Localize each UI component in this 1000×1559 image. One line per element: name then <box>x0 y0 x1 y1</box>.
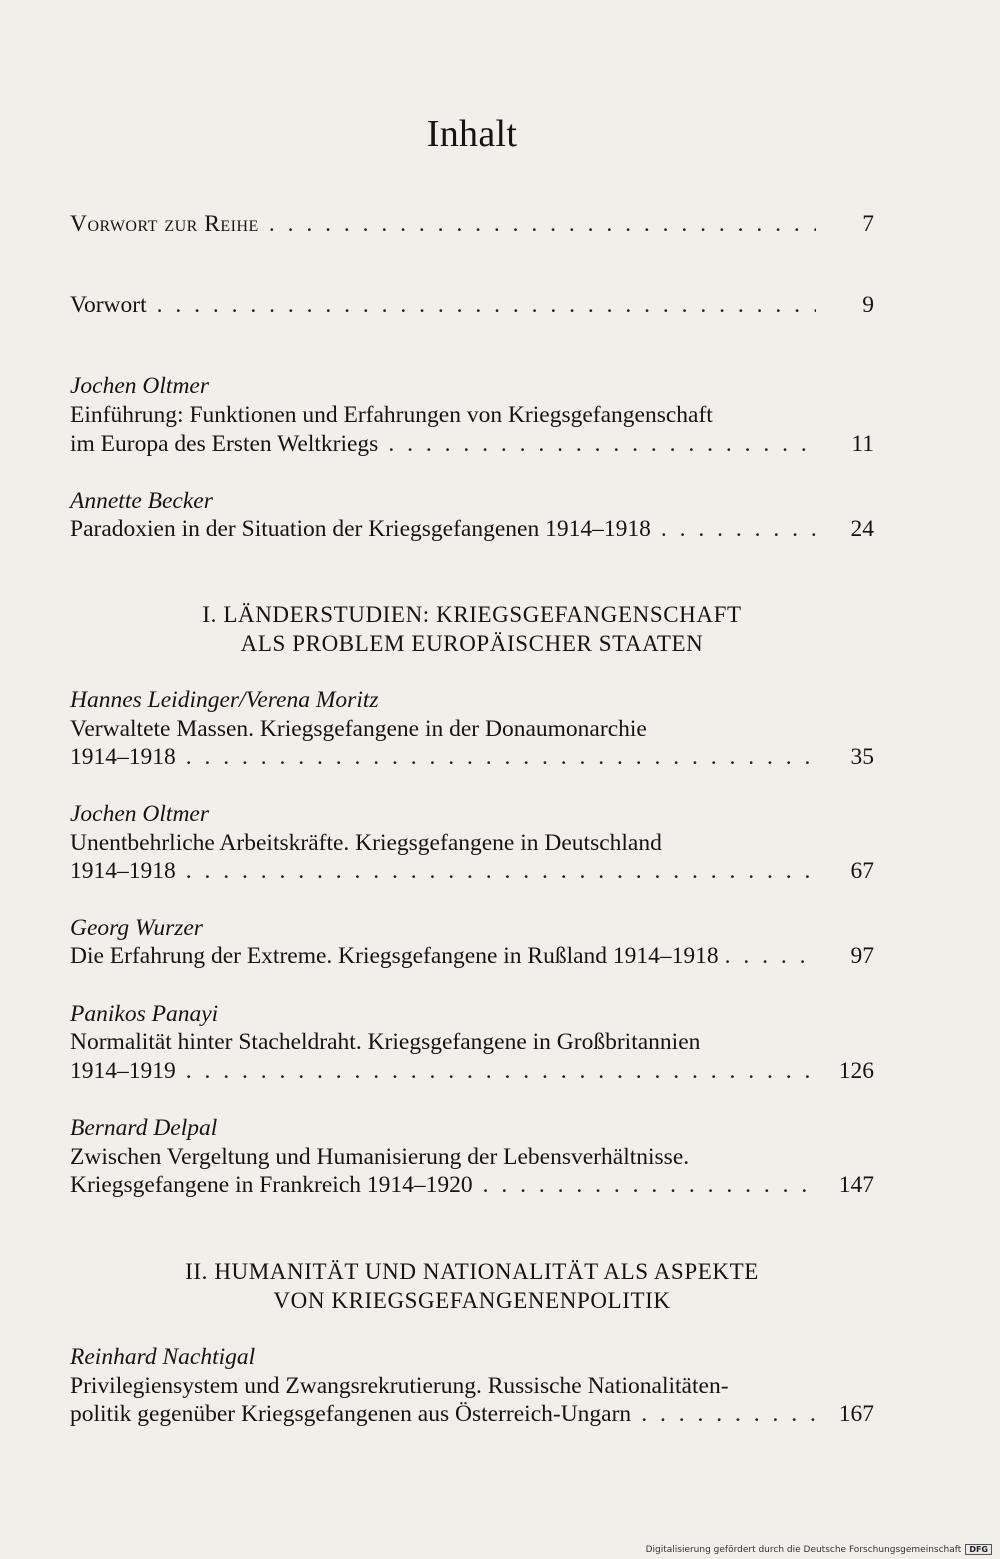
entry-title-line: 1914–1919 <box>70 1058 176 1084</box>
entry-title-line: Unentbehrliche Arbeitskräfte. Kriegsgefangene in Deutschland <box>70 830 662 856</box>
leader-dots <box>641 1400 816 1429</box>
entry-author: Jochen Oltmer <box>70 801 209 827</box>
entry-title-line: Zwischen Vergeltung und Humanisierung der Lebensverhältnisse. <box>70 1144 690 1170</box>
page-number: 11 <box>851 431 874 457</box>
page-number: 24 <box>850 516 874 542</box>
page-number: 97 <box>850 943 874 969</box>
entry-title-line: Kriegsgefangene in Frankreich 1914–1920 <box>70 1172 473 1198</box>
footer-text: Digitalisierung gefördert durch die Deutsche Forschungsgemeinschaft <box>645 1544 962 1555</box>
page-title: Inhalt <box>426 113 518 155</box>
toc-entry-vorwort-zur-reihe[interactable] <box>70 210 874 239</box>
leader-dots <box>186 743 816 772</box>
entry-title: Vorwort <box>70 292 147 318</box>
page-number: 35 <box>850 744 874 770</box>
leader-dots <box>157 291 816 320</box>
toc-entry-paradoxien[interactable] <box>70 515 874 544</box>
leader-dots <box>186 1057 816 1086</box>
toc-entry-zwischen-vergeltung[interactable] <box>70 1171 874 1200</box>
entry-title-line: Die Erfahrung der Extreme. Kriegsgefangene in Rußland 1914–1918 <box>70 943 719 969</box>
leader-dots <box>269 210 816 239</box>
entry-title-line: im Europa des Ersten Weltkriegs <box>70 431 379 457</box>
entry-title-line: 1914–1918 <box>70 744 176 770</box>
entry-title-line: 1914–1918 <box>70 858 176 884</box>
entry-title-line: Normalität hinter Stacheldraht. Kriegsgefangene in Großbritannien <box>70 1029 701 1055</box>
entry-title-line: Einführung: Funktionen und Erfahrungen von Kriegsgefangenschaft <box>70 402 713 428</box>
leader-dots <box>483 1171 816 1200</box>
leader-dots <box>725 942 820 971</box>
section-heading-line: VON KRIEGSGEFANGENENPOLITIK <box>273 1288 671 1313</box>
section-heading-line: ALS PROBLEM EUROPÄISCHER STAATEN <box>240 631 704 656</box>
dfg-logo: DFG <box>965 1544 992 1555</box>
entry-author: Bernard Delpal <box>70 1115 218 1141</box>
leader-dots <box>186 857 816 886</box>
section-heading-line: II. HUMANITÄT UND NATIONALITÄT ALS ASPEKTE <box>185 1259 759 1284</box>
toc-entry-erfahrung-der-extreme[interactable] <box>70 942 874 971</box>
toc-entry-normalitaet[interactable] <box>70 1057 874 1086</box>
section-heading-line: I. LÄNDERSTUDIEN: KRIEGSGEFANGENSCHAFT <box>202 602 742 627</box>
page-number: 126 <box>838 1058 874 1084</box>
page-number: 9 <box>862 292 874 318</box>
toc-entry-unentbehrliche-arbeitskraefte[interactable] <box>70 857 874 886</box>
entry-author: Reinhard Nachtigal <box>70 1344 256 1370</box>
entry-author: Annette Becker <box>70 488 213 514</box>
entry-author: Hannes Leidinger/Verena Moritz <box>70 687 379 713</box>
entry-author: Jochen Oltmer <box>70 373 209 399</box>
entry-title: Vorwort zur Reihe <box>70 211 259 237</box>
entry-title-line: Paradoxien in der Situation der Kriegsgefangenen 1914–1918 <box>70 516 651 542</box>
toc-entry-vorwort[interactable] <box>70 291 874 320</box>
entry-title-line: politik gegenüber Kriegsgefangenen aus Österreich-Ungarn <box>70 1401 632 1427</box>
page-number: 7 <box>862 211 874 237</box>
page-number: 67 <box>850 858 874 884</box>
digitization-footer <box>646 1544 992 1555</box>
toc-entry-einfuehrung[interactable] <box>70 430 874 459</box>
entry-title-line: Verwaltete Massen. Kriegsgefangene in der Donaumonarchie <box>70 716 647 742</box>
entry-title-line: Privilegiensystem und Zwangsrekrutierung. Russische Nationalitäten- <box>70 1373 729 1399</box>
entry-author: Panikos Panayi <box>70 1001 219 1027</box>
entry-author: Georg Wurzer <box>70 915 203 941</box>
toc-entry-verwaltete-massen[interactable] <box>70 743 874 772</box>
page-number: 147 <box>838 1172 874 1198</box>
toc-entry-privilegiensystem[interactable] <box>70 1400 874 1429</box>
leader-dots <box>388 430 816 459</box>
page-number: 167 <box>838 1401 874 1427</box>
leader-dots <box>661 515 816 544</box>
